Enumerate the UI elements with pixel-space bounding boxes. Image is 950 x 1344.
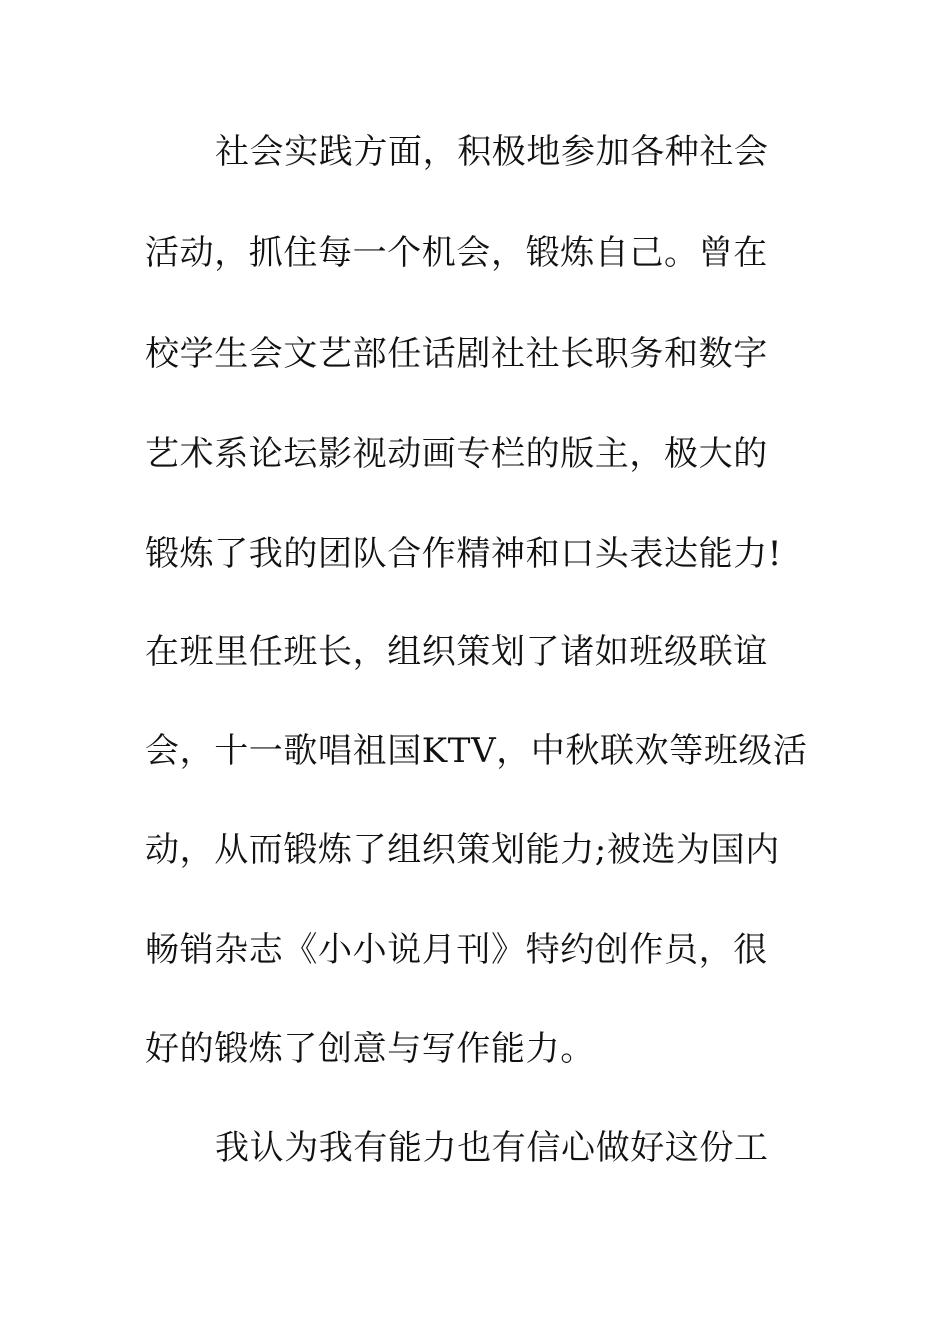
paragraph-1-line-10: 好的锻炼了创意与写作能力。 [145, 1029, 595, 1069]
paragraph-1-line-6: 在班里任班长，组织策划了诸如班级联谊 [145, 632, 768, 672]
paragraph-1-line-9: 畅销杂志《小小说月刊》特约创作员，很 [145, 930, 768, 970]
paragraph-1-line-1: 社会实践方面，积极地参加各种社会 [215, 132, 769, 172]
paragraph-1-line-5: 锻炼了我的团队合作精神和口头表达能力! [145, 534, 783, 574]
paragraph-1-line-7: 会，十一歌唱祖国KTV，中秋联欢等班级活 [145, 731, 808, 771]
paragraph-1-line-8: 动，从而锻炼了组织策划能力;被选为国内 [145, 830, 780, 870]
paragraph-1-line-2: 活动，抓住每一个机会，锻炼自己。曾在 [145, 233, 768, 273]
paragraph-1-line-3: 校学生会文艺部任话剧社社长职务和数字 [145, 334, 768, 374]
paragraph-1-line-4: 艺术系论坛影视动画专栏的版主，极大的 [145, 434, 768, 474]
paragraph-2-line-1: 我认为我有能力也有信心做好这份工 [215, 1128, 769, 1168]
